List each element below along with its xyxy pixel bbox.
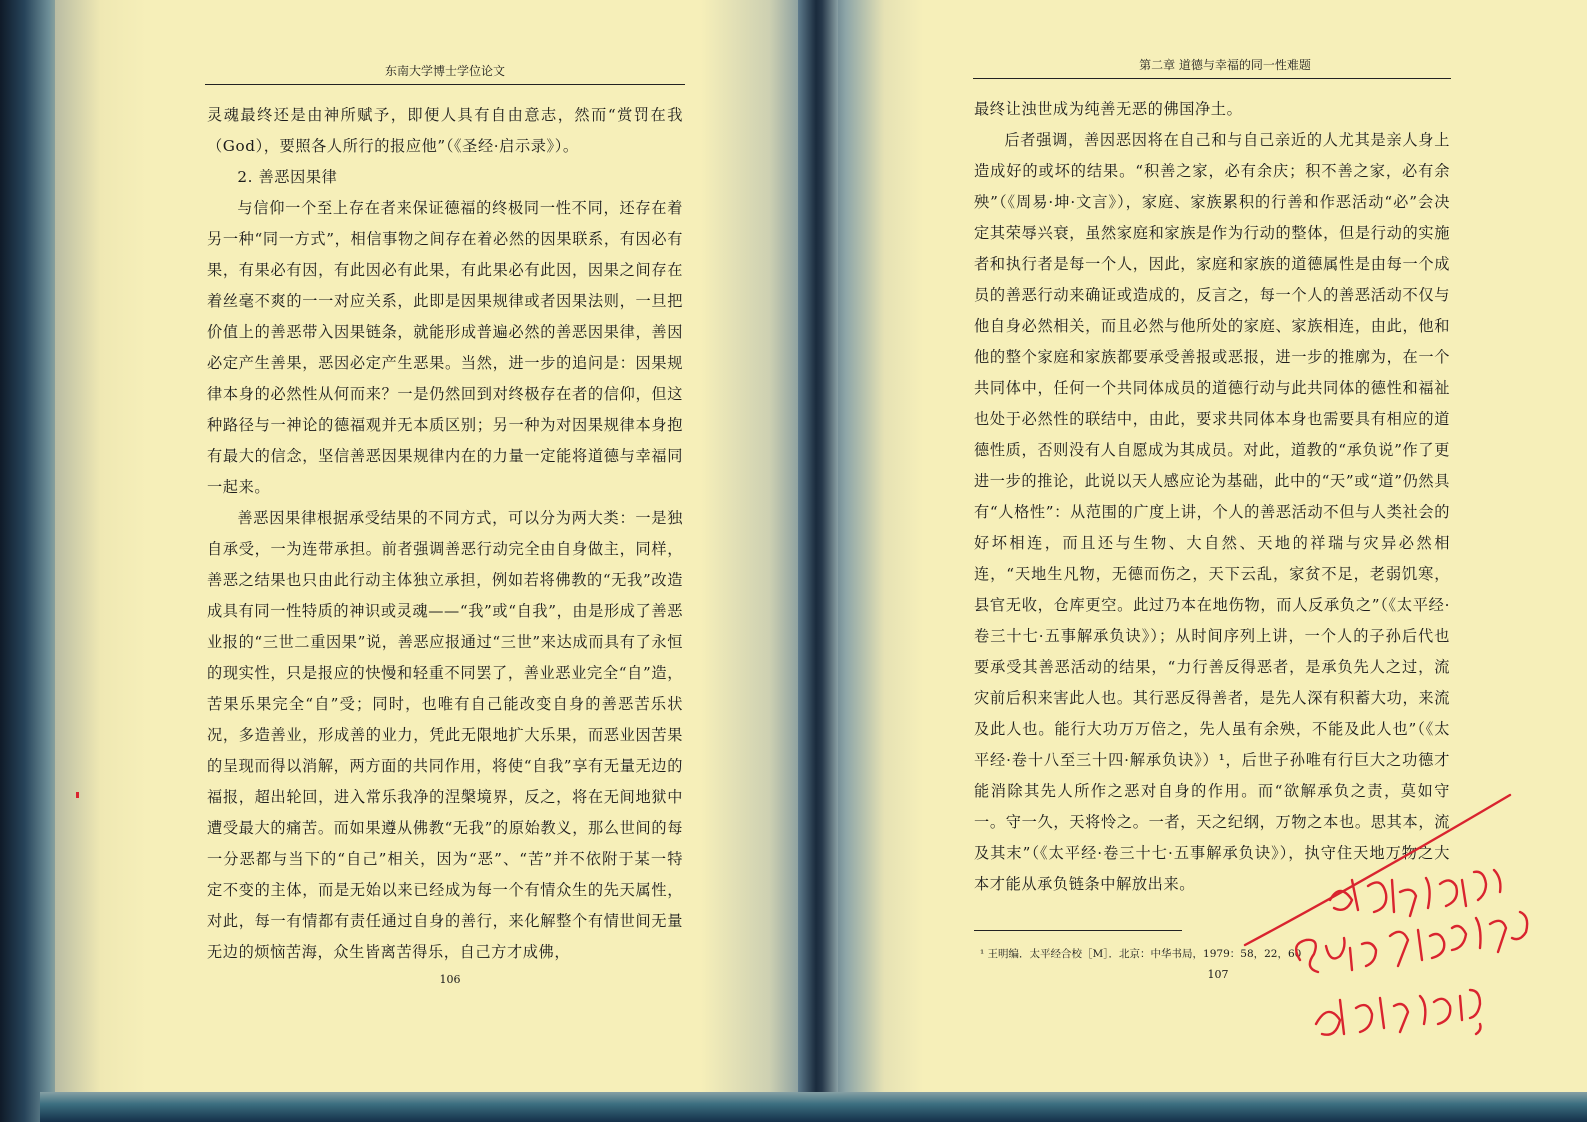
left-paragraph: 善恶因果律根据承受结果的不同方式，可以分为两大类：一是独自承受，一为连带承担。前者强调善恶行动完全由自身做主，同样，善恶之结果也只由此行动主体独立承担，例如若将佛教的“无我”改造成具有同一性特质的神识或灵魂——“我”或“自我”，由是形成了善恶业报的“三世二重因果”说，善恶应报通过“三世”来达成而具有了永恒的现实性，只是报应的快慢和轻重不同罢了，善业恶业完全“自”造，苦果乐果完全“自”受；同时，也唯有自己能改变自身的善恶苦乐状况，多造善业，形成善的业力，凭此无限地扩大乐果，而恶业因苦果的呈现而得以消解，两方面的共同作用，将使“自我”享有无量无边的福报，超出轮回，进入常乐我净的涅槃境界，反之，将在无间地狱中遭受最大的痛苦。而如果遵从佛教“无我”的原始教义，那么世间的每一分恶都与当下的“自己”相关，因为“恶”、“苦”并不依附于某一特定不变的主体，而是无始以来已经成为每一个有情众生的先天属性，对此，每一有情都有责任通过自身的善行，来化解整个有情世间无量无边的烦恼苦海，众生皆离苦得乐，自己方才成佛， <box>207 509 683 961</box>
annotation-scribble-3 <box>1316 990 1481 1035</box>
annotation-scribble-1 <box>1330 870 1500 916</box>
left-paragraph: 与信仰一个至上存在者来保证德福的终极同一性不同，还存在着另一种“同一方式”，相信事物之间存在着必然的因果联系，有因必有果，有果必有因，有此因必有此果，有此果必有此因，因果之间存在着丝毫不爽的一一对应关系，此即是因果规律或者因果法则，一旦把价值上的善恶带入因果链条，就能形成普遍必然的善恶因果律，善因必定产生善果，恶因必定产生恶果。当然，进一步的追问是：因果规律本身的必然性从何而来？一是仍然回到对终极存在者的信仰，但这种路径与一神论的德福观并无本质区别；另一种为对因果规律本身抱有最大的信念，坚信善恶因果规律内在的力量一定能将道德与幸福同一起来。 <box>207 199 683 496</box>
footnote: ¹ 王明编．太平经合校［M］．北京：中华书局，1979：58，22，60 <box>980 948 1302 960</box>
left-paragraph: 灵魂最终还是由神所赋予，即便人具有自由意志，然而“赏罚在我（God），要照各人所行的报应他”（《圣经·启示录》）。 <box>207 106 683 155</box>
right-paragraph: 最终让浊世成为纯善无恶的佛国净土。 <box>974 100 1243 118</box>
annotation-strike-line <box>1245 795 1510 945</box>
left-section-heading: 2. 善恶因果律 <box>237 168 338 186</box>
annotation-scribble-2 <box>1296 912 1527 972</box>
right-page-number: 107 <box>1207 968 1229 981</box>
right-paragraph: 后者强调，善因恶因将在自己和与自己亲近的人尤其是亲人身上造成好的或坏的结果。“积善之家，必有余庆；积不善之家，必有余殃”（《周易·坤·文言》），家庭、家族累积的行善和作恶活动“必”会决定其荣辱兴衰，虽然家庭和家族是作为行动的整体，但是行动的实施者和执行者是每一个人，因此，家庭和家族的道德属性是由每一个成员的善恶行动来确证或造成的，反言之，每一个人的善恶活动不仅与他自身必然相关，而且必然与他所处的家庭、家族相连，由此，他和他的整个家庭和家族都要承受善报或恶报，进一步的推廓为，在一个共同体中，任何一个共同体成员的道德行动与此共同体的德性和福祉也处于必然性的联结中，由此，要求共同体本身也需要具有相应的道德性质，否则没有人自愿成为其成员。对此，道教的“承负说”作了更进一步的推论，此说以天人感应论为基础，此中的“天”或“道”仍然具有“人格性”：从范围的广度上讲，个人的善恶活动不但与人类社会的好坏相连，而且还与生物、大自然、天地的祥瑞与灾异必然相连，“天地生凡物，无德而伤之，天下云乱，家贫不足，老弱饥寒，县官无收，仓库更空。此过乃本在地伤物，而人反承负之”（《太平经·卷三十七·五事解承负诀》）；从时间序列上讲，一个人的子孙后代也要承受其善恶活动的结果，“力行善反得恶者，是承负先人之过，流灾前后积来害此人也。其行恶反得善者，是先人深有积蓄大功，来流及此人也。能行大功万万倍之，先人虽有余殃，不能及此人也”（《太平经·卷十八至三十四·解承负诀》）¹，后世子孙唯有行巨大之功德才能消除其先人所作之恶对自身的作用。而“欲解承负之责，莫如守一。守一久，天将怜之。一者，天之纪纲，万物之本也。思其本，流及其末”（《太平经·卷三十七·五事解承负诀》），执守住天地万物之大本才能从承负链条中解放出来。 <box>974 131 1450 893</box>
left-page-number: 106 <box>439 973 461 986</box>
left-page-header: 东南大学博士学位论文 <box>384 64 505 78</box>
right-page-header: 第二章 道德与幸福的同一性难题 <box>1139 58 1311 72</box>
